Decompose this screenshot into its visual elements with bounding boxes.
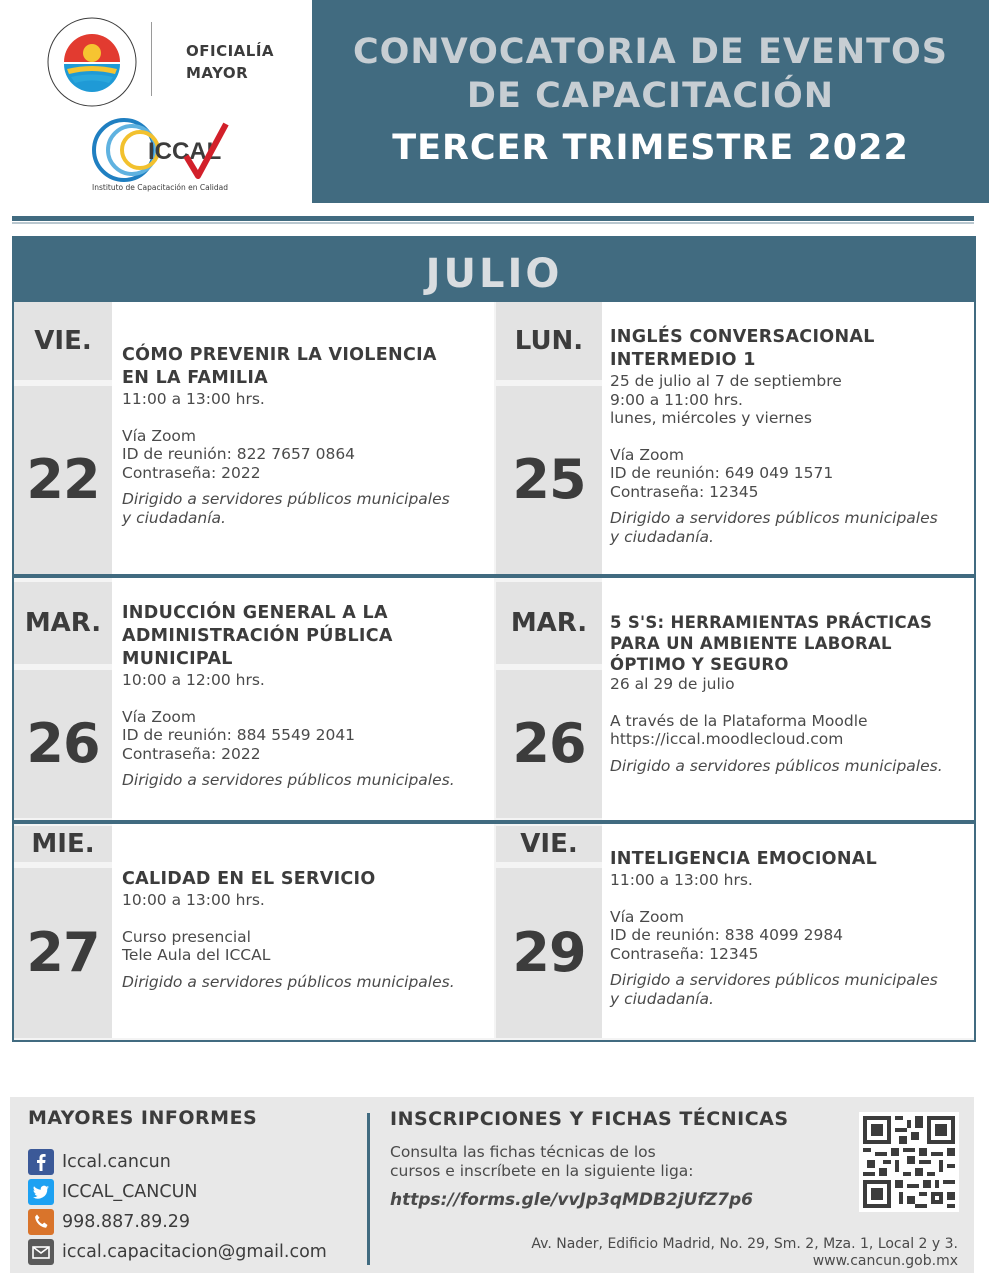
event-content bbox=[610, 848, 938, 1008]
municipal-seal-logo bbox=[47, 17, 137, 107]
event-time: 11:00 a 13:00 hrs. bbox=[610, 871, 753, 889]
event-audience: Dirigido a servidores públicos municipales y ciudadanía. bbox=[610, 509, 938, 546]
registration-description: Consulta las fichas técnicas de los cursos e inscríbete en la siguiente liga: bbox=[390, 1143, 694, 1180]
facebook-handle: Iccal.cancun bbox=[62, 1152, 171, 1172]
day-name-tab bbox=[496, 582, 602, 664]
event-password: Contraseña: 12345 bbox=[610, 944, 759, 963]
event-location: Vía Zoom bbox=[610, 445, 685, 464]
event-location: Vía Zoom bbox=[610, 907, 685, 926]
registration-title: INSCRIPCIONES Y FICHAS TÉCNICAS bbox=[390, 1108, 789, 1130]
event-audience: Dirigido a servidores públicos municipales. bbox=[122, 972, 455, 991]
day-name-tab bbox=[496, 826, 602, 862]
day-number-tab bbox=[496, 670, 602, 818]
day-number-tab bbox=[14, 386, 112, 574]
event-time: 11:00 a 13:00 hrs. bbox=[122, 390, 265, 408]
event-audience: Dirigido a servidores públicos municipales y ciudadanía. bbox=[122, 490, 450, 527]
header-rule bbox=[12, 216, 974, 221]
email-address: iccal.capacitacion@gmail.com bbox=[62, 1242, 327, 1262]
event-dates: 25 de julio al 7 de septiembre bbox=[610, 372, 842, 390]
event-url: https://iccal.moodlecloud.com bbox=[610, 730, 844, 748]
day-number-tab bbox=[496, 868, 602, 1038]
facebook-icon bbox=[28, 1149, 54, 1175]
qr-code-icon[interactable] bbox=[859, 1112, 959, 1212]
day-name: MAR. bbox=[24, 608, 102, 638]
event-time: 9:00 a 11:00 hrs. bbox=[610, 390, 743, 409]
event-content bbox=[610, 612, 943, 775]
iccal-subtitle: Instituto de Capacitación en Calidad bbox=[92, 183, 228, 192]
day-name: MIE. bbox=[31, 829, 95, 859]
day-number: 27 bbox=[26, 921, 100, 984]
event-card bbox=[602, 302, 974, 574]
day-name: LUN. bbox=[514, 326, 584, 356]
event-content bbox=[122, 344, 450, 527]
title-line-2: DE CAPACITACIÓN bbox=[466, 76, 835, 116]
contact-email[interactable] bbox=[28, 1239, 327, 1265]
logo-area bbox=[0, 0, 312, 203]
event-password: Contraseña: 2022 bbox=[122, 463, 261, 482]
registration-link[interactable]: https://forms.gle/vvJp3qMDB2jUfZ7p6 bbox=[390, 1190, 753, 1210]
twitter-handle: ICCAL_CANCUN bbox=[62, 1182, 198, 1202]
event-title: INDUCCIÓN GENERAL A LA ADMINISTRACIÓN PÚBLICA MUNICIPAL bbox=[122, 603, 393, 669]
day-name: VIE. bbox=[520, 829, 578, 859]
phone-icon bbox=[28, 1209, 54, 1235]
event-card bbox=[602, 578, 974, 820]
day-number-tab bbox=[496, 386, 602, 574]
event-content bbox=[610, 326, 938, 546]
email-icon bbox=[28, 1239, 54, 1265]
event-meeting-id: ID de reunión: 884 5549 2041 bbox=[122, 726, 356, 744]
event-location: Curso presencial bbox=[122, 927, 251, 946]
phone-number: 998.887.89.29 bbox=[62, 1212, 191, 1232]
day-number: 26 bbox=[512, 712, 586, 775]
day-number-tab bbox=[14, 670, 112, 818]
title-band bbox=[312, 0, 989, 203]
event-location: Vía Zoom bbox=[122, 426, 197, 445]
day-name-tab bbox=[14, 826, 112, 862]
event-audience: Dirigido a servidores públicos municipales. bbox=[122, 771, 455, 789]
event-title: INTELIGENCIA EMOCIONAL bbox=[610, 849, 878, 869]
contact-phone[interactable] bbox=[28, 1209, 190, 1235]
event-title: CÓMO PREVENIR LA VIOLENCIA EN LA FAMILIA bbox=[122, 345, 437, 388]
event-card bbox=[112, 578, 494, 820]
event-meeting-id: ID de reunión: 649 049 1571 bbox=[610, 464, 834, 482]
day-number: 29 bbox=[512, 921, 586, 984]
event-audience: Dirigido a servidores públicos municipales y ciudadanía. bbox=[610, 971, 938, 1008]
day-name: MAR. bbox=[510, 608, 588, 638]
event-time: 10:00 a 12:00 hrs. bbox=[122, 671, 265, 689]
header-divider bbox=[151, 22, 152, 96]
footer-divider bbox=[367, 1113, 370, 1265]
event-title: INGLÉS CONVERSACIONAL INTERMEDIO 1 bbox=[610, 327, 875, 370]
svg-text:ICCAL: ICCAL bbox=[148, 138, 222, 165]
title-line-3: TERCER TRIMESTRE 2022 bbox=[392, 128, 909, 168]
day-number-tab bbox=[14, 868, 112, 1038]
address: Av. Nader, Edificio Madrid, No. 29, Sm. 2, Mza. 1, Local 2 y 3. www.cancun.gob.mx bbox=[531, 1236, 958, 1269]
event-meeting-id: ID de reunión: 822 7657 0864 bbox=[122, 445, 356, 463]
event-days: lunes, miércoles y viernes bbox=[610, 409, 812, 427]
event-location: Vía Zoom bbox=[122, 707, 197, 726]
day-name-tab bbox=[14, 302, 112, 380]
event-content bbox=[122, 602, 455, 790]
event-dates: 26 al 29 de julio bbox=[610, 675, 735, 693]
event-venue: Tele Aula del ICCAL bbox=[122, 946, 271, 964]
event-title: CALIDAD EN EL SERVICIO bbox=[122, 869, 376, 889]
month-calendar bbox=[12, 236, 976, 1042]
twitter-icon bbox=[28, 1179, 54, 1205]
event-password: Contraseña: 2022 bbox=[122, 744, 261, 763]
month-name: JULIO bbox=[425, 251, 563, 297]
month-header bbox=[14, 238, 974, 302]
header-rule-light bbox=[12, 222, 974, 224]
event-meeting-id: ID de reunión: 838 4099 2984 bbox=[610, 926, 844, 944]
day-name-tab bbox=[14, 582, 112, 664]
day-name: VIE. bbox=[34, 326, 92, 356]
event-title: 5 S'S: HERRAMIENTAS PRÁCTICAS PARA UN AMBIENTE LABORAL ÓPTIMO Y SEGURO bbox=[610, 613, 933, 674]
event-card bbox=[112, 824, 494, 1038]
day-number: 25 bbox=[512, 448, 586, 511]
title-line-1: CONVOCATORIA DE EVENTOS bbox=[352, 32, 949, 72]
event-content bbox=[122, 868, 455, 991]
day-name-tab bbox=[496, 302, 602, 380]
department-name: OFICIALÍA MAYOR bbox=[186, 42, 275, 82]
event-card bbox=[602, 824, 974, 1038]
contact-facebook[interactable] bbox=[28, 1149, 171, 1175]
day-number: 22 bbox=[26, 448, 100, 511]
event-platform: A través de la Plataforma Moodle bbox=[610, 711, 868, 730]
event-password: Contraseña: 12345 bbox=[610, 482, 759, 501]
day-number: 26 bbox=[26, 712, 100, 775]
event-time: 10:00 a 13:00 hrs. bbox=[122, 891, 265, 909]
info-title: MAYORES INFORMES bbox=[28, 1107, 258, 1129]
event-audience: Dirigido a servidores públicos municipales. bbox=[610, 756, 943, 775]
event-card bbox=[112, 302, 494, 574]
footer bbox=[10, 1097, 974, 1273]
contact-twitter[interactable] bbox=[28, 1179, 197, 1205]
